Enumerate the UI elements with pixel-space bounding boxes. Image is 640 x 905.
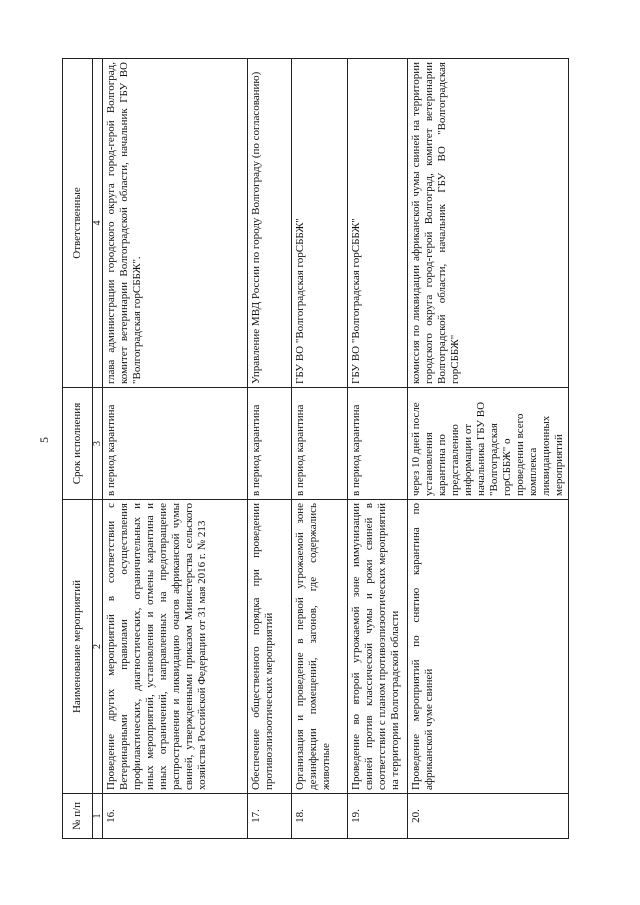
column-numbers-row [93, 59, 103, 839]
row-number: 20. [408, 794, 569, 839]
row-number: 19. [348, 794, 408, 839]
table-row [248, 59, 292, 839]
table-row [103, 59, 248, 839]
row-responsible: глава администрации городского округа город-герой Волгоград, комитет ветеринарии Волгоградской области, начальник ГБУ ВО "Волгоградская горСББЖ". [103, 59, 248, 388]
row-term: в период карантина [248, 388, 292, 500]
row-responsible: комиссия по ликвидации африканской чумы свиней на территории городского округа город-герой Волгоград, комитет ветеринарии Волгоградской области, начальник ГБУ ВО "Волгоградская горСББЖ" [408, 59, 569, 388]
table-row [348, 59, 408, 839]
header-name: Наименование мероприятий [63, 500, 93, 794]
row-term: в период карантина [348, 388, 408, 500]
header-term: Срок исполнения [63, 388, 93, 500]
row-term: через 10 дней после установления карантина по представлению информации от начальника ГБУ ВО "Волгоградская горСББЖ" о проведении всего комплекса ликвидационных мероприятий [408, 388, 569, 500]
row-responsible: Управление МВД России по городу Волгограду (по согласованию) [248, 59, 292, 388]
row-name: Проведение других мероприятий в соответствии с Ветеринарными правилами осуществления профилактических, диагностических, ограничительных и иных мероприятий, установления и отмены карантина и иных ограничений, направленных на предотвращение распространения и ликвидацию очагов африканской чумы свиней, утвержденными приказом Министерства сельского хозяйства Российской Федерации от 31 мая 2016 г. № 213 [103, 500, 248, 794]
column-number: 3 [93, 388, 103, 500]
rotated-page-content [62, 59, 565, 839]
row-name: Проведение во второй угрожаемой зоне иммунизации свиней против классической чумы и рожи свиней в соответствии с планом противоэпизоотических мероприятий на территории Волгоградской области [348, 500, 408, 794]
column-number: 2 [93, 500, 103, 794]
row-responsible: ГБУ ВО "Волгоградская горСББЖ" [348, 59, 408, 388]
page-number: 5 [37, 437, 51, 443]
header-responsible: Ответственные [63, 59, 93, 388]
header-num: № п/п [63, 794, 93, 839]
row-name: Организация и проведение в первой угрожаемой зоне дезинфекции помещений, загонов, где содержались животные [292, 500, 348, 794]
row-number: 17. [248, 794, 292, 839]
row-term: в период карантина [103, 388, 248, 500]
row-number: 18. [292, 794, 348, 839]
row-name: Проведение мероприятий по снятию карантина по африканской чуме свиней [408, 500, 569, 794]
column-number: 4 [93, 59, 103, 388]
row-number: 16. [103, 794, 248, 839]
table-row [292, 59, 348, 839]
column-number: 1 [93, 794, 103, 839]
measures-table [62, 58, 569, 839]
table-row [408, 59, 569, 839]
table-header-row [63, 59, 93, 839]
row-term: в период карантина [292, 388, 348, 500]
row-name: Обеспечение общественного порядка при проведении противоэпизоотических мероприятий [248, 500, 292, 794]
row-responsible: ГБУ ВО "Волгоградская горСББЖ" [292, 59, 348, 388]
